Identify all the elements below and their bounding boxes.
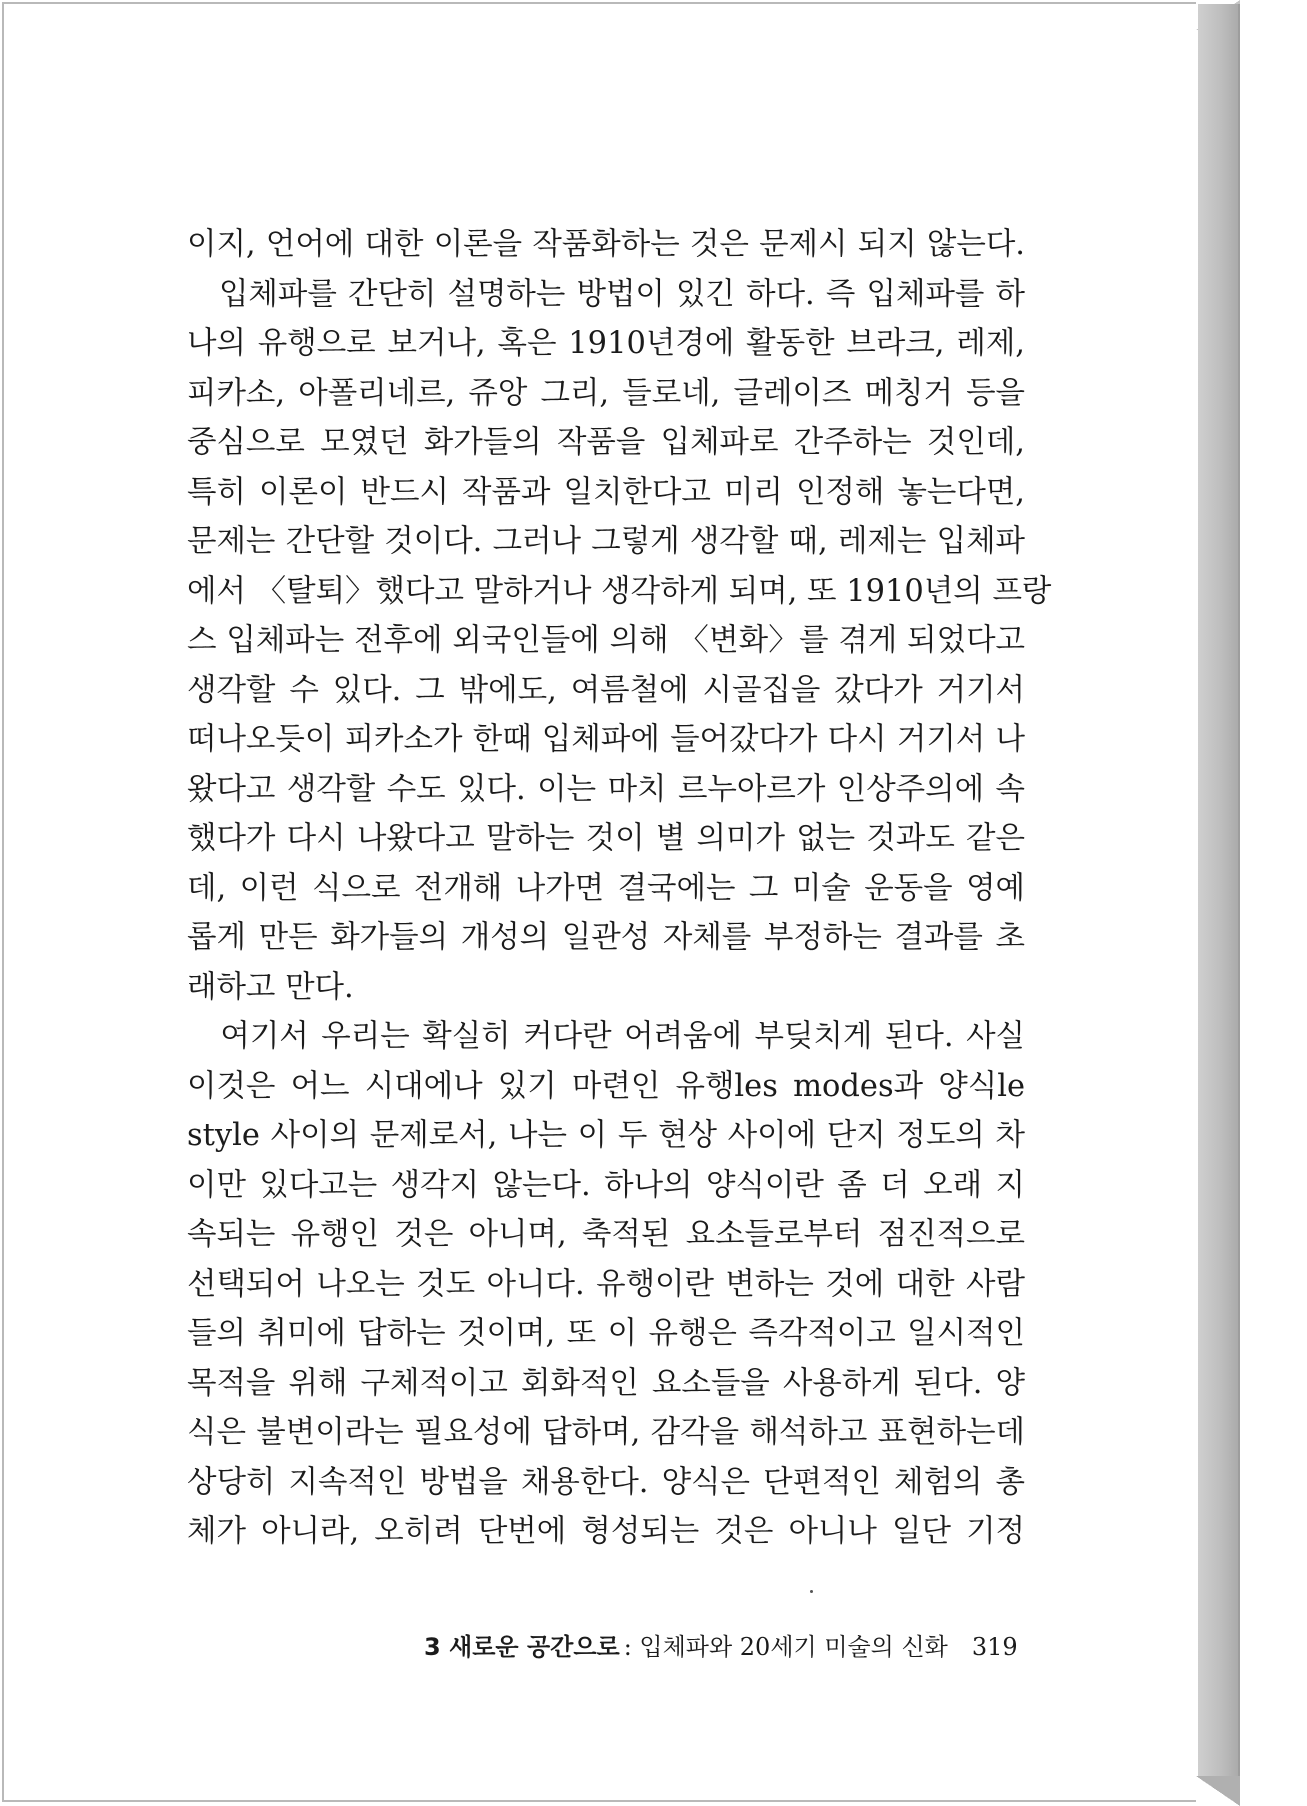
text-line: 들의 취미에 답하는 것이며, 또 이 유행은 즉각적이고 일시적인 <box>187 1316 1025 1351</box>
text-line: 여기서 우리는 확실히 커다란 어려움에 부딪치게 된다. 사실 <box>187 1019 1025 1054</box>
text-line: 상당히 지속적인 방법을 채용한다. 양식은 단편적인 체험의 총 <box>187 1464 1025 1500</box>
text-line: 나의 유행으로 보거나, 혹은 1910년경에 활동한 브라크, 레제, <box>187 326 1025 361</box>
text-line: 문제는 간단할 것이다. 그러나 그렇게 생각할 때, 레제는 입체파 <box>187 524 1025 559</box>
page-edge-bottom <box>1196 1776 1240 1806</box>
text-line: 목적을 위해 구체적이고 회화적인 요소들을 사용하게 된다. 양 <box>187 1365 1025 1401</box>
text-line: style 사이의 문제로서, 나는 이 두 현상 사이에 단지 정도의 차 <box>187 1118 1025 1153</box>
text-line: 래하고 만다. <box>187 969 354 1005</box>
body-text <box>187 220 1052 1557</box>
text-line: 스 입체파는 전후에 외국인들에 의해 〈변화〉를 겪게 되었다고 <box>187 623 1025 658</box>
text-line: 이지, 언어에 대한 이론을 작품화하는 것은 문제시 되지 않는다. <box>187 227 1025 262</box>
text-line: 이만 있다고는 생각지 않는다. 하나의 양식이란 좀 더 오래 지 <box>187 1167 1025 1203</box>
text-line: 선택되어 나오는 것도 아니다. 유행이란 변하는 것에 대한 사람 <box>187 1266 1025 1302</box>
text-line: 떠나오듯이 피카소가 한때 입체파에 들어갔다가 다시 거기서 나 <box>187 722 1025 757</box>
text-line: 데, 이런 식으로 전개해 나가면 결국에는 그 미술 운동을 영예 <box>187 870 1025 906</box>
text-line: 체가 아니라, 오히려 단번에 형성되는 것은 아니나 일단 기정 <box>187 1514 1025 1549</box>
running-footer <box>424 1627 1018 1662</box>
text-line: 특히 이론이 반드시 작품과 일치한다고 미리 인정해 놓는다면, <box>187 474 1025 510</box>
ink-speck <box>810 1590 813 1593</box>
chapter-title: 3 새로운 공간으로 <box>424 1633 620 1661</box>
text-line: 에서 〈탈퇴〉했다고 말하거나 생각하게 되며, 또 1910년의 프랑 <box>187 573 1052 609</box>
chapter-subtitle: : 입체파와 20세기 미술의 신화 <box>623 1633 948 1661</box>
text-line: 이것은 어느 시대에나 있기 마련인 유행les modes과 양식le <box>187 1068 1025 1104</box>
text-line: 중심으로 모였던 화가들의 작품을 입체파로 간주하는 것인데, <box>187 425 1025 460</box>
text-line: 했다가 다시 나왔다고 말하는 것이 별 의미가 없는 것과도 같은 <box>187 821 1025 856</box>
page-stack-edge <box>1198 4 1240 1804</box>
text-line: 왔다고 생각할 수도 있다. 이는 마치 르누아르가 인상주의에 속 <box>187 771 1025 807</box>
text-line: 피카소, 아폴리네르, 쥬앙 그리, 들로네, 글레이즈 메칭거 등을 <box>187 375 1025 411</box>
text-line: 생각할 수 있다. 그 밖에도, 여름철에 시골집을 갔다가 거기서 <box>187 672 1025 708</box>
text-line: 롭게 만든 화가들의 개성의 일관성 자체를 부정하는 결과를 초 <box>187 920 1025 955</box>
text-line: 속되는 유행인 것은 아니며, 축적된 요소들로부터 점진적으로 <box>187 1217 1025 1252</box>
page-number: 319 <box>971 1633 1018 1661</box>
text-line: 식은 불변이라는 필요성에 답하며, 감각을 해석하고 표현하는데 <box>187 1415 1025 1450</box>
text-line: 입체파를 간단히 설명하는 방법이 있긴 하다. 즉 입체파를 하 <box>187 276 1025 312</box>
